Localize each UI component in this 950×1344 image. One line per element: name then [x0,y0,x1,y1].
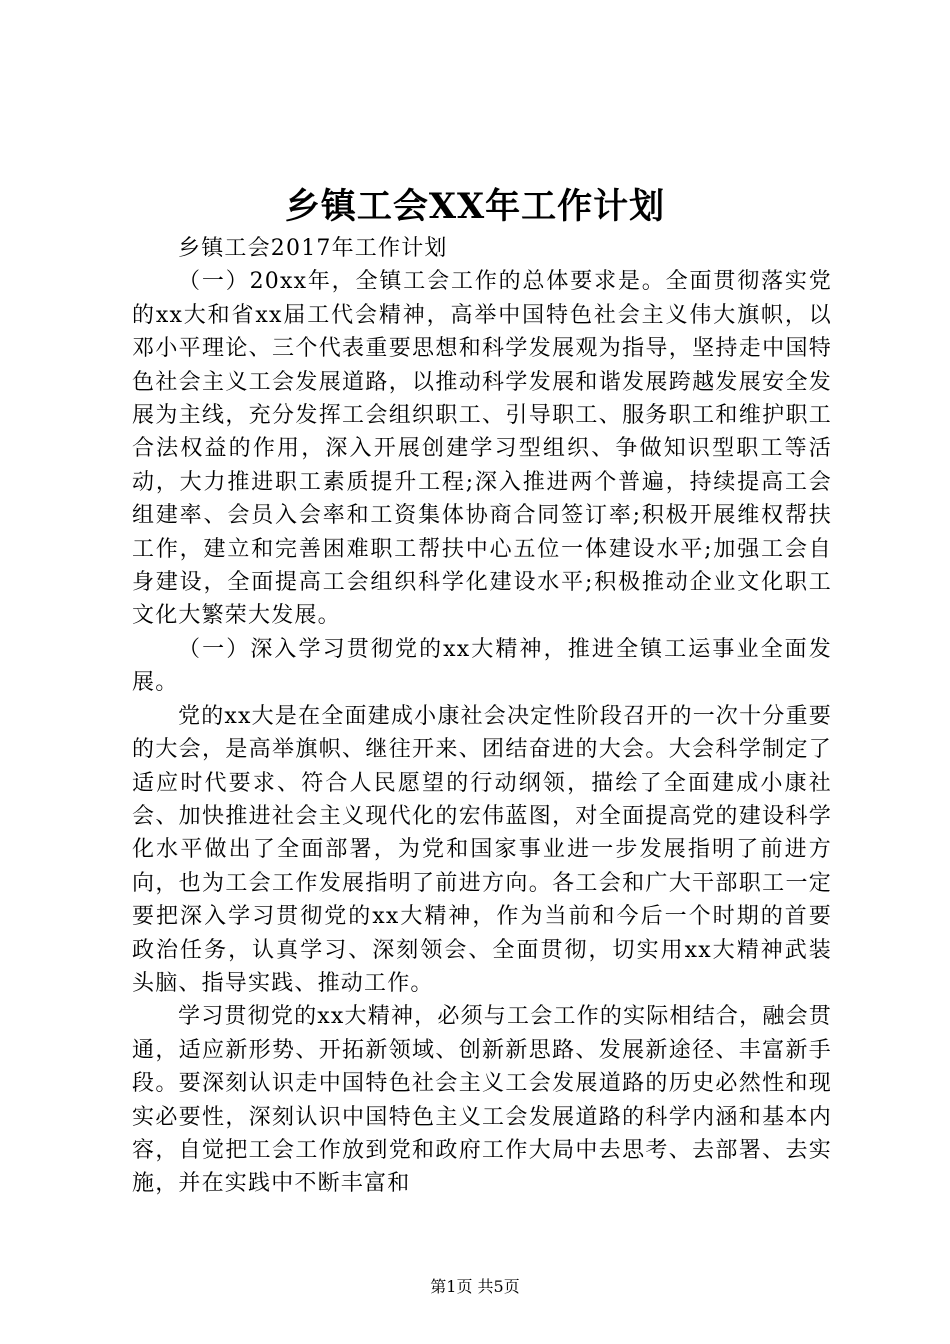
paragraph-congress-significance: 党的xx大是在全面建成小康社会决定性阶段召开的一次十分重要的大会，是高举旗帜、继往开来、团结奋进的大会。大会科学制定了适应时代要求、符合人民愿望的行动纲领，描绘了全面建成小康社会、加快推进社会主义现代化的宏伟蓝图，对全面提高党的建设科学化水平做出了全面部署，为党和国家事业进一步发展指明了前进方向，也为工会工作发展指明了前进方向。各工会和广大干部职工一定要把深入学习贯彻党的xx大精神，作为当前和今后一个时期的首要政治任务，认真学习、深刻领会、全面贯彻，切实用xx大精神武装头脑、指导实践、推动工作。 [132,703,832,996]
document-body [132,232,832,1201]
document-title: 乡镇工会XX年工作计划 [284,186,666,227]
paragraph-general-requirements: （一）20xx年，全镇工会工作的总体要求是。全面贯彻落实党的xx大和省xx届工代会精神，高举中国特色社会主义伟大旗帜，以邓小平理论、三个代表重要思想和科学发展观为指导，坚持走中国特色社会主义工会发展道路，以推动科学发展和谐发展跨越发展安全发展为主线，充分发挥工会组织职工、引导职工、服务职工和维护职工合法权益的作用，深入开展创建学习型组织、争做知识型职工等活动，大力推进职工素质提升工程;深入推进两个普遍，持续提高工会组建率、会员入会率和工资集体协商合同签订率;积极开展维权帮扶工作，建立和完善困难职工帮扶中心五位一体建设水平;加强工会自身建设，全面提高工会组织科学化建设水平;积极推动企业文化职工文化大繁荣大发展。 [132,269,832,629]
paragraph-section-heading: （一）深入学习贯彻党的xx大精神，推进全镇工运事业全面发展。 [132,636,832,696]
paragraph-study-implementation: 学习贯彻党的xx大精神，必须与工会工作的实际相结合，融会贯通，适应新形势、开拓新领域、创新新思路、发展新途径、丰富新手段。要深刻认识走中国特色社会主义工会发展道路的历史必然性和现实必要性，深刻认识中国特色主义工会发展道路的科学内涵和基本内容，自觉把工会工作放到党和政府工作大局中去思考、去部署、去实施，并在实践中不断丰富和 [132,1004,832,1197]
paragraph-subtitle: 乡镇工会2017年工作计划 [178,236,448,261]
page-footer: 第1页 共5页 [430,1277,520,1296]
